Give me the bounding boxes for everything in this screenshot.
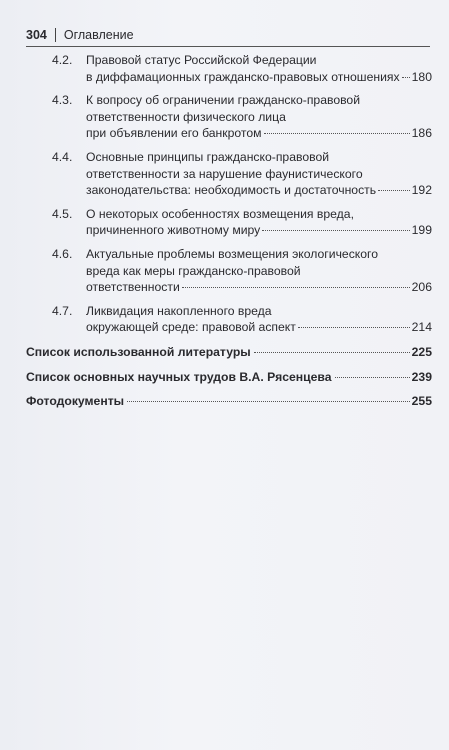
toc-entry: [26, 149, 432, 199]
toc-entry-line: ответственности за нарушение фаунистического: [86, 166, 363, 181]
toc-entry-line: при объявлении его банкротом: [86, 126, 262, 141]
toc-section-title: Список использованной литературы: [26, 344, 251, 359]
toc-entry-line: О некоторых особенностях возмещения вреда,: [86, 206, 354, 221]
toc-entry: [26, 303, 432, 336]
dot-leader: [254, 352, 410, 353]
toc-entry-page: 214: [411, 320, 432, 335]
toc-entry: [26, 246, 432, 296]
dot-leader: [378, 190, 410, 191]
toc-section-page: 225: [411, 344, 432, 359]
table-of-contents: [26, 52, 432, 410]
toc-entry: [26, 92, 432, 142]
toc-entry-line: окружающей среде: правовой аспект: [86, 320, 296, 335]
toc-entry-line: ответственности физического лица: [86, 109, 286, 124]
toc-entry-line: Ликвидация накопленного вреда: [86, 303, 272, 318]
toc-entry: [26, 206, 432, 239]
dot-leader: [264, 133, 410, 134]
toc-entry-page: 186: [411, 126, 432, 141]
toc-section-entry: [26, 393, 432, 410]
page-header: [26, 24, 430, 47]
toc-entry-number: 4.5.: [52, 206, 73, 221]
toc-section-entry: [26, 344, 432, 361]
toc-section-title: Фотодокументы: [26, 394, 125, 409]
toc-entry-page: 199: [411, 223, 432, 238]
toc-section-page: 239: [411, 369, 432, 384]
header-separator: [55, 28, 56, 42]
toc-entry-line: причиненного животному миру: [86, 223, 261, 238]
toc-entry-line: ответственности: [86, 280, 180, 295]
toc-entry-line: Основные принципы гражданско-правовой: [86, 149, 330, 164]
header-title: Оглавление: [63, 28, 134, 42]
toc-entry-line: законодательства: необходимость и достаточность: [86, 183, 377, 198]
toc-entry-number: 4.2.: [52, 53, 73, 67]
dot-leader: [127, 401, 410, 402]
toc-entry: [26, 52, 432, 85]
toc-entry-page: 206: [411, 280, 432, 295]
toc-entry-line: К вопросу об ограничении гражданско-правовой: [86, 93, 361, 108]
toc-section-title: Список основных научных трудов В.А. Рясенцева: [26, 369, 332, 384]
dot-leader: [182, 287, 410, 288]
toc-section-page: 255: [411, 394, 432, 409]
dot-leader: [335, 377, 410, 378]
toc-entry-line: вреда как меры гражданско-правовой: [86, 263, 301, 278]
toc-entry-line: в диффамационных гражданско-правовых отношениях: [86, 69, 400, 84]
toc-entry-page: 192: [411, 183, 432, 198]
page-number: 304: [26, 28, 47, 42]
toc-entry-number: 4.7.: [52, 303, 73, 318]
toc-entry-number: 4.4.: [52, 149, 73, 164]
toc-entry-number: 4.6.: [52, 246, 73, 261]
toc-entry-page: 180: [411, 69, 432, 84]
dot-leader: [402, 77, 410, 78]
toc-entry-line: Актуальные проблемы возмещения экологического: [86, 246, 378, 261]
toc-section-entry: [26, 369, 432, 386]
dot-leader: [262, 230, 409, 231]
dot-leader: [298, 327, 410, 328]
toc-entry-number: 4.3.: [52, 93, 73, 108]
toc-entry-line: Правовой статус Российской Федерации: [86, 53, 317, 67]
